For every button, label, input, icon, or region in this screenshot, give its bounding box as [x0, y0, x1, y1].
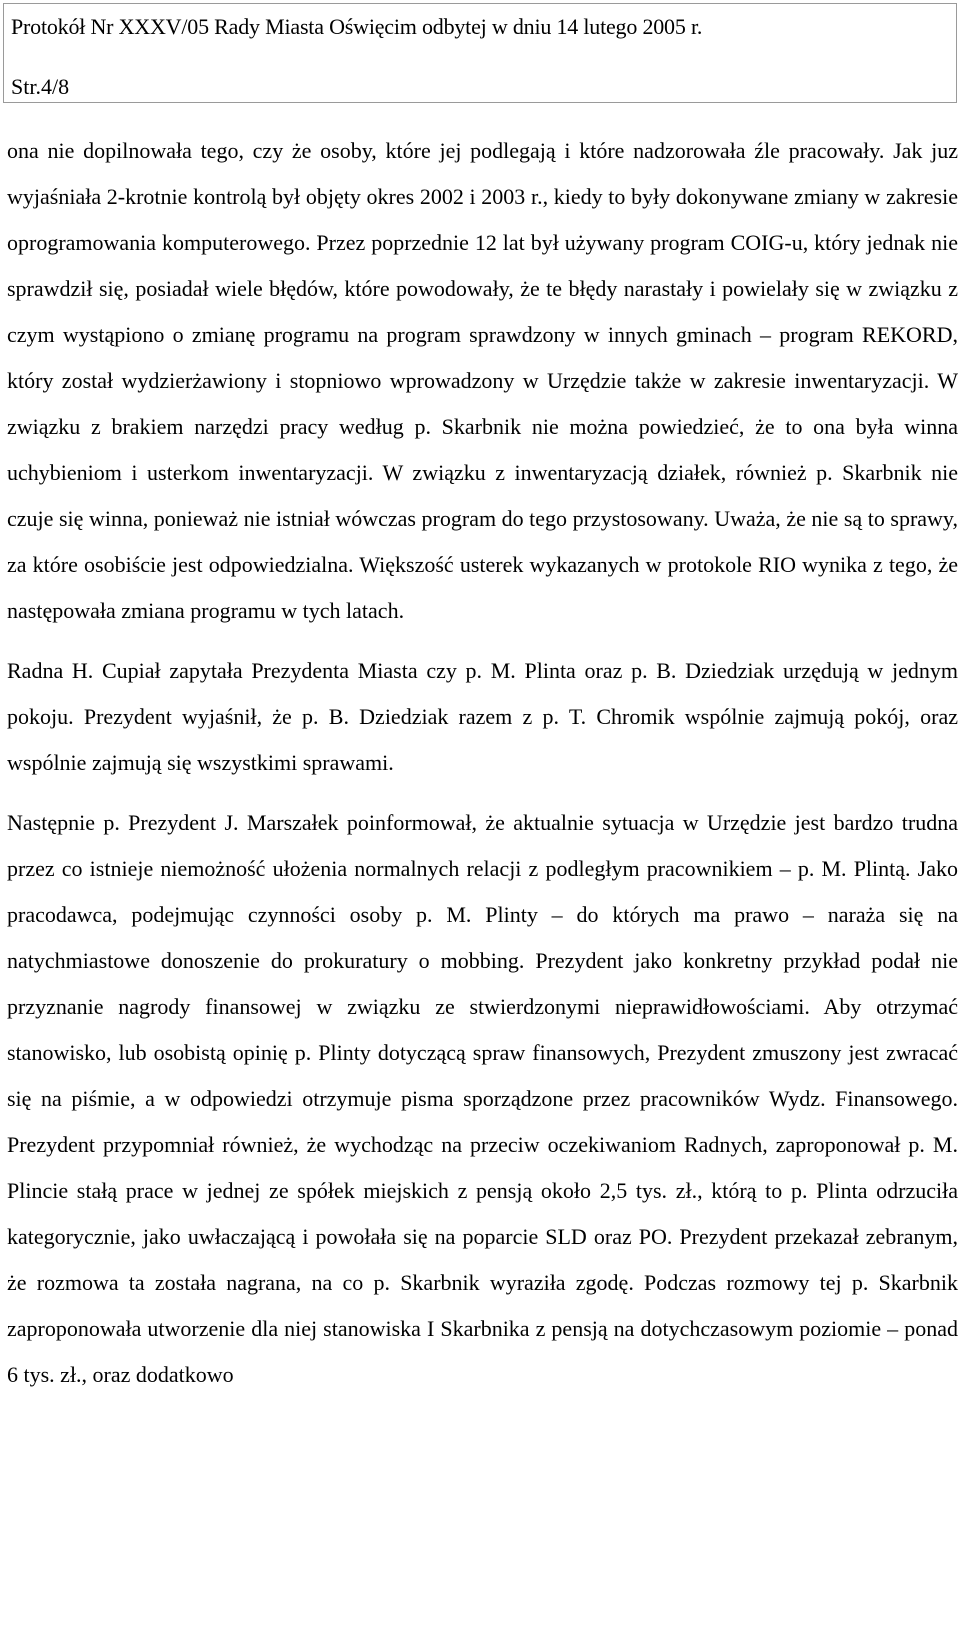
document-body: [7, 128, 958, 1398]
paragraph-2: Radna H. Cupiał zapytała Prezydenta Miasta czy p. M. Plinta oraz p. B. Dziedziak urzędują w jednym pokoju. Prezydent wyjaśnił, że p. B. Dziedziak razem z p. T. Chromik wspólnie zajmują pokój, oraz wspólnie zajmują się wszystkimi sprawami.: [7, 658, 958, 775]
paragraph-1: ona nie dopilnowała tego, czy że osoby, które jej podlegają i które nadzorowała źle pracowały. Jak juz wyjaśniała 2-krotnie kontrolą był objęty okres 2002 i 2003 r., kiedy to były dokonywane zmiany w zakresie oprogramowania komputerowego. Przez poprzednie 12 lat był używany program COIG-u, który jednak nie sprawdził się, posiadał wiele błędów, które powodowały, że te błędy narastały i powielały się w związku z czym wystąpiono o zmianę programu na program sprawdzony w innych gminach – program REKORD, który został wydzierżawiony i stopniowo wprowadzony w Urzędzie także w zakresie inwentaryzacji. W związku z brakiem narzędzi pracy według p. Skarbnik nie można powiedzieć, że to ona była winna uchybieniom i usterkom inwentaryzacji. W związku z inwentaryzacją działek, również p. Skarbnik nie czuje się winna, ponieważ nie istniał wówczas program do tego przystosowany. Uważa, że nie są to sprawy, za które osobiście jest odpowiedzialna. Większość usterek wykazanych w protokole RIO wynika z tego, że następowała zmiana programu w tych latach.: [7, 138, 958, 623]
page-number: Str.4/8: [11, 74, 70, 99]
page-header: [3, 3, 957, 103]
header-title: Protokół Nr XXXV/05 Rady Miasta Oświęcim odbytej w dniu 14 lutego 2005 r.: [11, 14, 703, 39]
paragraph-3: Następnie p. Prezydent J. Marszałek poinformował, że aktualnie sytuacja w Urzędzie jest bardzo trudna przez co istnieje niemożność ułożenia normalnych relacji z podległym pracownikiem – p. M. Plintą. Jako pracodawca, podejmując czynności osoby p. M. Plinty – do których ma prawo – naraża się na natychmiastowe donoszenie do prokuratury o mobbing. Prezydent jako konkretny przykład podał nie przyznanie nagrody finansowej w związku ze stwierdzonymi nieprawidłowościami. Aby otrzymać stanowisko, lub osobistą opinię p. Plinty dotyczącą spraw finansowych, Prezydent zmuszony jest zwracać się na piśmie, a w odpowiedzi otrzymuje pisma sporządzone przez pracowników Wydz. Finansowego. Prezydent przypomniał również, że wychodząc na przeciw oczekiwaniom Radnych, zaproponował p. M. Plincie stałą prace w jednej ze spółek miejskich z pensją około 2,5 tys. zł., którą to p. Plinta odrzuciła kategorycznie, jako uwłaczającą i powołała się na poparcie SLD oraz PO. Prezydent przekazał zebranym, że rozmowa ta została nagrana, na co p. Skarbnik wyraziła zgodę. Podczas rozmowy tej p. Skarbnik zaproponowała utworzenie dla niej stanowiska I Skarbnika z pensją na dotychczasowym poziomie – ponad 6 tys. zł., oraz dodatkowo: [7, 810, 958, 1387]
